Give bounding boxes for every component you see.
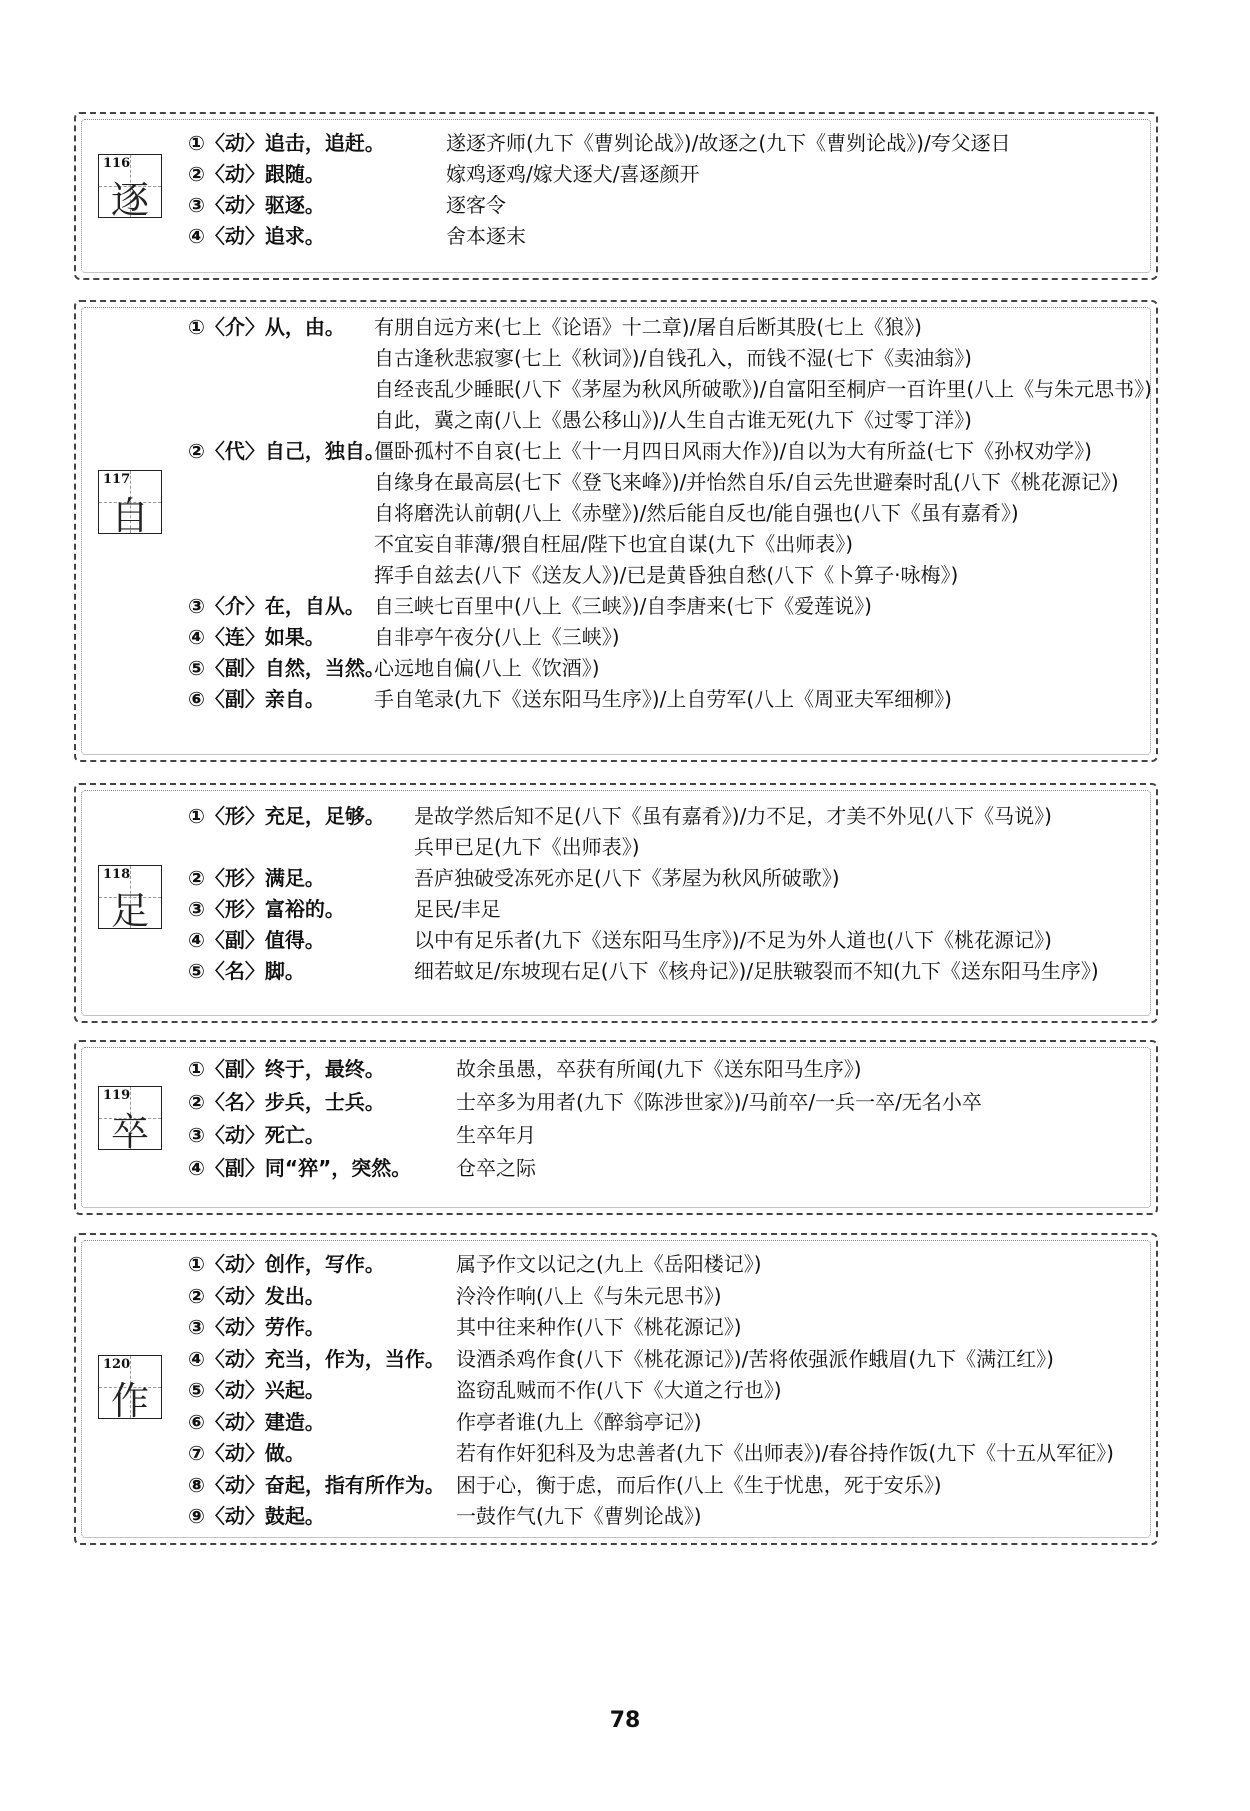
sense-label: ②〈代〉自己，独自。 [188,439,385,463]
definition-row [188,221,1146,251]
sense-label: ①〈动〉追击，追赶。 [188,131,385,155]
entry-120 [74,1233,1158,1545]
sense-label: ④〈动〉追求。 [188,224,325,248]
entry-116 [74,112,1158,280]
head-character: 卒 [110,1110,149,1154]
example-text: 嫁鸡逐鸡/嫁犬逐犬/喜逐颜开 [446,162,700,186]
sense-label: ⑥〈动〉建造。 [188,1409,325,1434]
sense-label: ③〈介〉在，自从。 [188,594,365,618]
example-text: 自古逢秋悲寂寥(七上《秋词》)/自钱孔入，而钱不湿(七下《卖油翁》) [374,346,972,370]
sense-label: ①〈形〉充足，足够。 [188,804,385,828]
definition-row [188,374,1152,404]
sense-label: ①〈副〉终于，最终。 [188,1057,385,1081]
definition-row [188,190,1146,220]
sense-label: ⑤〈动〉兴起。 [188,1378,325,1402]
head-character: 作 [110,1379,149,1423]
example-text: 盗窃乱贼而不作(八下《大道之行也》) [456,1378,782,1402]
entry-number: 118 [103,867,131,882]
example-text: 故余虽愚，卒获有所闻(九下《送东阳马生序》) [456,1057,862,1081]
definition-row [188,591,1146,621]
definition-row [188,622,1146,652]
sense-label: ③〈动〉驱逐。 [188,193,325,217]
sense-label: ⑤〈名〉脚。 [188,959,305,983]
example-text: 自将磨洗认前朝(八上《赤壁》)/然后能自反也/能自强也(八下《虽有嘉肴》) [374,501,1019,525]
example-text: 一鼓作气(九下《曹刿论战》) [456,1504,702,1528]
sense-label: ⑥〈副〉亲自。 [188,687,325,711]
entry-number: 119 [103,1088,131,1103]
definition-row [188,1344,1146,1374]
head-character: 足 [110,889,149,933]
example-text: 困于心，衡于虑，而后作(八上《生于忧患，死于安乐》) [456,1472,942,1497]
sense-label: ①〈介〉从，由。 [188,315,345,339]
sense-label: ③〈动〉死亡。 [188,1123,325,1147]
sense-label: ⑨〈动〉鼓起。 [188,1504,325,1528]
definition-row [188,956,1146,986]
definition-row [188,405,1146,435]
example-text: 有朋自远方来(七上《论语》十二章)/屠自后断其股(七上《狼》) [374,315,922,339]
definition-row [188,529,1146,559]
definition-row [188,1312,1146,1342]
definition-row [188,1120,1146,1150]
definition-row [188,467,1146,497]
sense-label: ②〈动〉发出。 [188,1283,325,1308]
sense-label: ⑤〈副〉自然，当然。 [188,656,385,680]
definition-row [188,1087,1146,1117]
definition-row [188,801,1146,831]
sense-label: ②〈动〉跟随。 [188,162,325,186]
definition-row [188,343,1146,373]
example-text: 遂逐齐师(九下《曹刿论战》)/故逐之(九下《曹刿论战》)/夸父逐日 [446,131,1011,155]
definition-row [188,1438,1146,1468]
entry-117 [74,300,1158,762]
example-text: 若有作奸犯科及为忠善者(九下《出师表》)/春谷持作饭(九下《十五从军征》) [456,1441,1114,1465]
example-text: 不宜妄自菲薄/猥自枉屈/陛下也宜自谋(九下《出师表》) [374,532,854,556]
entry-118 [74,783,1158,1023]
definition-row [188,832,1146,862]
sense-label: ①〈动〉创作，写作。 [188,1252,385,1276]
definition-row [188,128,1146,158]
definition-row [188,863,1146,893]
char-box [98,470,162,538]
definition-row [188,1407,1146,1437]
head-character: 自 [110,494,149,538]
definition-row [188,560,1146,590]
definition-row [188,312,1146,342]
example-text: 僵卧孤村不自哀(七上《十一月四日风雨大作》)/自以为大有所益(七下《孙权劝学》) [374,439,1092,463]
example-text: 以中有足乐者(九下《送东阳马生序》)/不足为外人道也(八下《桃花源记》) [414,928,1052,952]
example-text: 足民/丰足 [414,897,501,921]
entry-number: 120 [103,1357,131,1372]
sense-label: ④〈连〉如果。 [188,625,325,649]
example-text: 自经丧乱少睡眠(八下《茅屋为秋风所破歌》)/自富阳至桐庐一百许里(八上《与朱元思书》) [374,377,1152,401]
example-text: 逐客令 [446,193,506,217]
definition-row [188,1054,1146,1084]
sense-label: ②〈名〉步兵，士兵。 [188,1090,385,1114]
example-text: 细若蚊足/东坡现右足(八下《核舟记》)/足肤皲裂而不知(九下《送东阳马生序》) [414,959,1099,983]
char-box [98,1355,162,1423]
entry-119 [74,1040,1158,1215]
head-character: 逐 [110,178,149,222]
example-text: 手自笔录(九下《送东阳马生序》)/上自劳军(八上《周亚夫军细柳》) [374,687,952,711]
example-text: 兵甲已足(九下《出师表》) [414,835,640,859]
entry-number: 117 [103,472,131,487]
entry-number: 116 [103,156,131,171]
char-box [98,154,162,222]
sense-label: ③〈动〉劳作。 [188,1315,325,1339]
sense-label: ②〈形〉满足。 [188,866,325,890]
sense-label: ⑦〈动〉做。 [188,1441,305,1465]
sense-label: ④〈副〉值得。 [188,928,325,952]
definition-row [188,159,1146,189]
page-number: 78 [609,1708,641,1733]
sense-label: ③〈形〉富裕的。 [188,897,345,921]
example-text: 自三峡七百里中(八上《三峡》)/自李唐来(七下《爱莲说》) [374,594,872,618]
definition-row [188,436,1146,466]
example-text: 属予作文以记之(九上《岳阳楼记》) [456,1252,762,1276]
example-text: 其中往来种作(八下《桃花源记》) [456,1315,742,1339]
definition-row [188,498,1146,528]
example-text: 心远地自偏(八上《饮酒》) [374,656,600,680]
example-text: 设酒杀鸡作食(八下《桃花源记》)/苦将侬强派作蛾眉(九下《满江红》) [456,1346,1054,1371]
definition-row [188,925,1146,955]
definition-row [188,894,1146,924]
example-text: 生卒年月 [456,1123,536,1147]
example-text: 是故学然后知不足(八下《虽有嘉肴》)/力不足，才美不外见(八下《马说》) [414,804,1052,828]
definition-row [188,653,1146,683]
example-text: 士卒多为用者(九下《陈涉世家》)/马前卒/一兵一卒/无名小卒 [456,1090,982,1114]
definition-row [188,1153,1146,1183]
sense-label: ④〈副〉同“猝”，突然。 [188,1156,412,1180]
example-text: 舍本逐末 [446,224,526,248]
example-text: 作亭者谁(九上《醉翁亭记》) [456,1409,702,1434]
definition-row [188,1501,1146,1531]
example-text: 自此，冀之南(八上《愚公移山》)/人生自古谁无死(九下《过零丁洋》) [374,408,972,432]
example-text: 自非亭午夜分(八上《三峡》) [374,625,620,649]
char-box [98,865,162,933]
example-text: 吾庐独破受冻死亦足(八下《茅屋为秋风所破歌》) [414,866,840,890]
definition-row [188,1470,1146,1500]
sense-label: ④〈动〉充当，作为，当作。 [188,1346,445,1371]
definition-row [188,684,1146,714]
sense-label: ⑧〈动〉奋起，指有所作为。 [188,1472,445,1497]
example-text: 泠泠作响(八上《与朱元思书》) [456,1283,722,1308]
definition-row [188,1375,1146,1405]
example-text: 仓卒之际 [456,1156,536,1180]
char-box [98,1086,162,1154]
example-text: 挥手自兹去(八下《送友人》)/已是黄昏独自愁(八下《卜算子·咏梅》) [374,563,959,587]
definition-row [188,1281,1146,1311]
example-text: 自缘身在最高层(七下《登飞来峰》)/并怡然自乐/自云先世避秦时乱(八下《桃花源记》) [374,470,1119,494]
definition-row [188,1249,1146,1279]
